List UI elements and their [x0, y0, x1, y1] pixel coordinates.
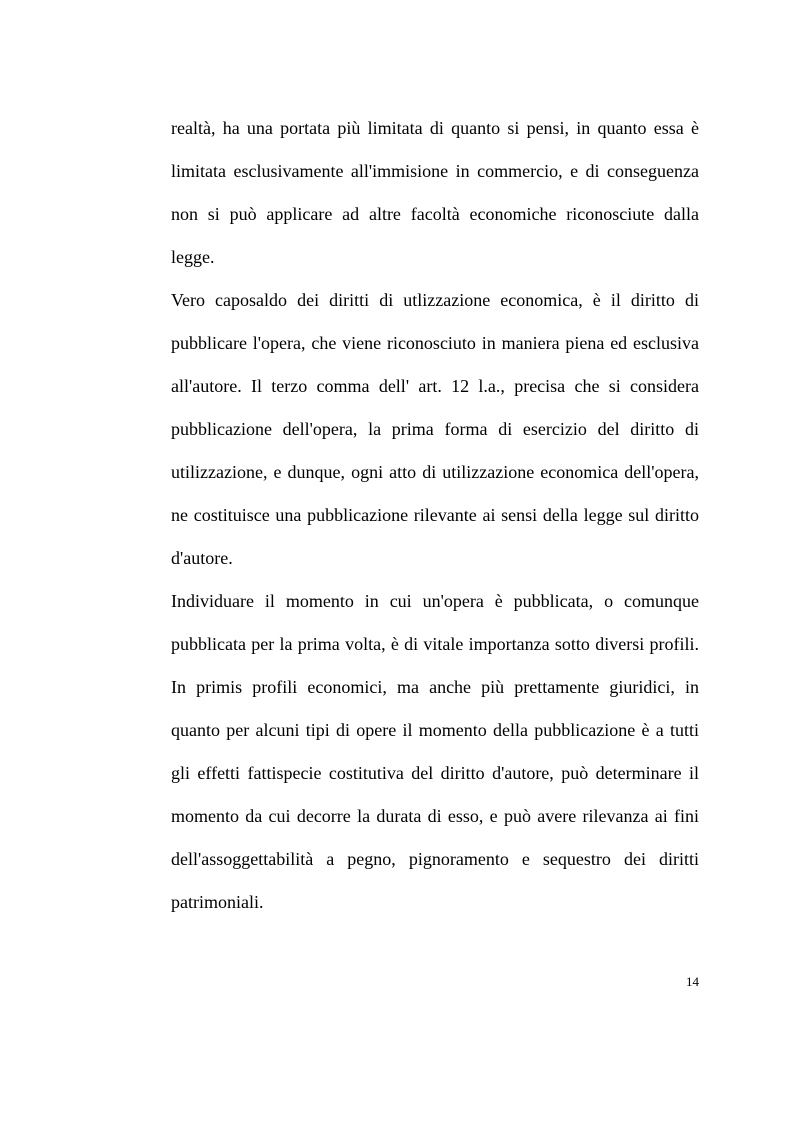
body-text	[171, 107, 699, 924]
paragraph-1: realtà, ha una portata più limitata di quanto si pensi, in quanto essa è limitata esclusivamente all'immisione in commercio, e di conseguenza non si può applicare ad altre facoltà economiche riconosciute dalla legge.	[171, 118, 699, 267]
paragraph-3: Individuare il momento in cui un'opera è pubblicata, o comunque pubblicata per la prima volta, è di vitale importanza sotto diversi profili. In primis profili economici, ma anche più prettamente giuridici, in quanto per alcuni tipi di opere il momento della pubblicazione è a tutti gli effetti fattispecie costitutiva del diritto d'autore, può determinare il momento da cui decorre la durata di esso, e può avere rilevanza ai fini dell'assoggettabilità a pegno, pignoramento e sequestro dei diritti patrimoniali.	[171, 591, 699, 912]
paragraph-2: Vero caposaldo dei diritti di utlizzazione economica, è il diritto di pubblicare l'opera, che viene riconosciuto in maniera piena ed esclusiva all'autore. Il terzo comma dell' art. 12 l.a., precisa che si considera pubblicazione dell'opera, la prima forma di esercizio del diritto di utilizzazione, e dunque, ogni atto di utilizzazione economica dell'opera, ne costituisce una pubblicazione rilevante ai sensi della legge sul diritto d'autore.	[171, 290, 699, 568]
page-number: 14	[686, 974, 699, 989]
